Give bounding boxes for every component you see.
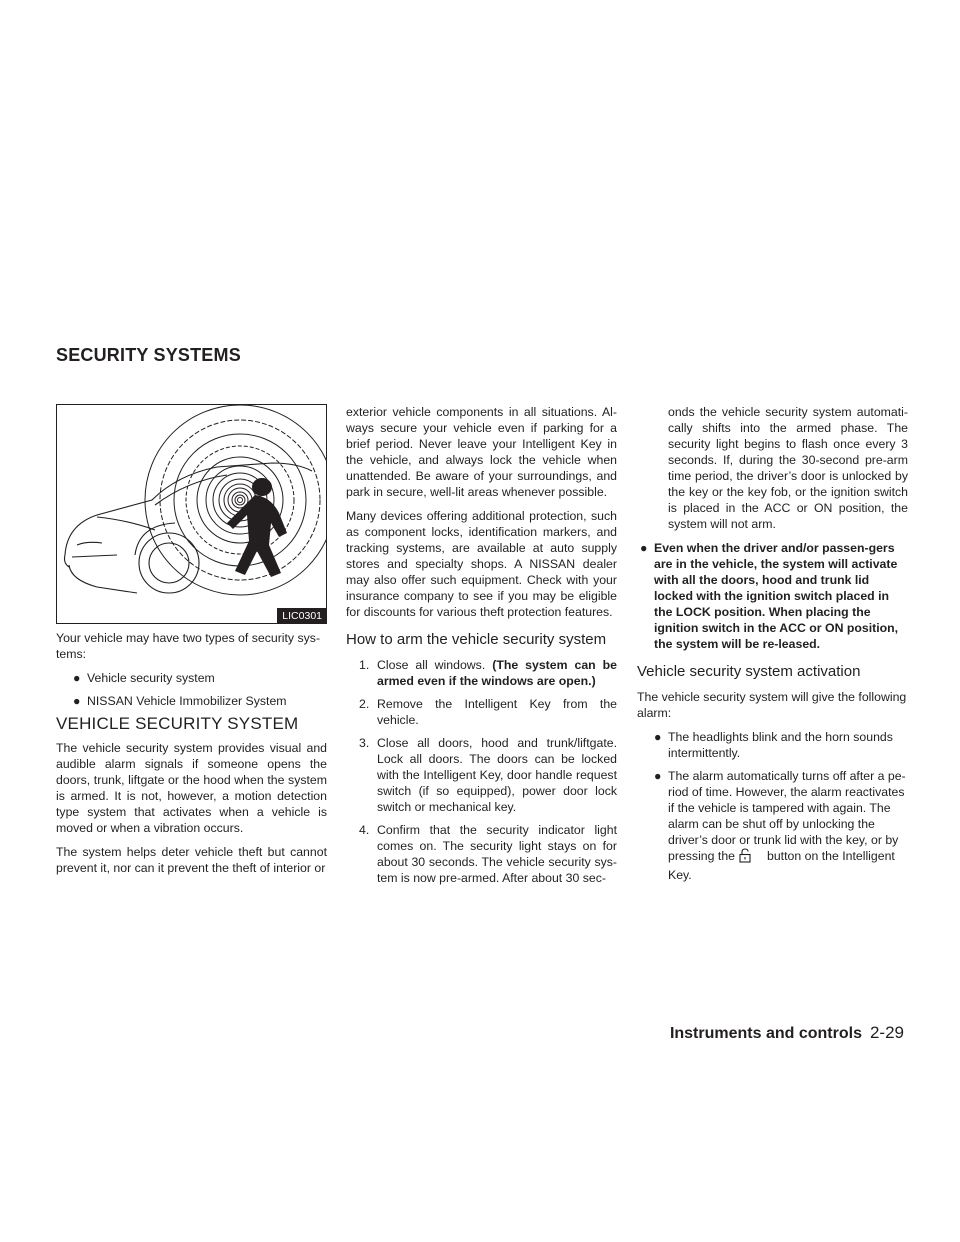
- list-item: ● The headlights blink and the horn sounds intermittently.: [654, 730, 893, 760]
- vehicle-security-heading: VEHICLE SECURITY SYSTEM: [56, 714, 299, 733]
- column-1: [56, 404, 327, 884]
- page-number: 2-29: [869, 1023, 904, 1042]
- arm-system-heading: How to arm the vehicle security system: [346, 631, 607, 648]
- note-list: [637, 540, 908, 652]
- paragraph: exterior vehicle components in all situations. Al-ways secure your vehicle even if parking for a brief period. Never leave your Intelligent Key in the vehicle, and always lock the vehicle when unattended. Be aware of your surroundings, and park in secure, well-lit areas whenever possible.: [346, 405, 617, 499]
- unlock-icon: [739, 848, 751, 867]
- section-title: SECURITY SYSTEMS: [56, 345, 241, 365]
- list-item: ● Even when the driver and/or passen-gers are in the vehicle, the system will activate with all the doors, hood and trunk lid locked with the ignition switch placed in the LOCK position. When placing the ignition switch in the ACC or ON position, the system will be re-leased.: [640, 541, 899, 651]
- paragraph: The vehicle security system provides visual and audible alarm signals if someone opens the doors, trunk, liftgate or the hood when the system is armed. It is not, however, a motion detection type system that activates when a vehicle is moved or when a vibration occurs.: [56, 741, 327, 835]
- car-thief-illustration: [57, 405, 326, 623]
- column-3: [637, 404, 908, 890]
- figure-vehicle-security: [56, 404, 327, 624]
- list-item: ● NISSAN Vehicle Immobilizer System: [73, 694, 287, 708]
- alarm-list: [637, 729, 908, 883]
- page-footer: [670, 1023, 904, 1043]
- column-2: [346, 404, 617, 893]
- activation-heading: Vehicle security system activation: [637, 663, 861, 680]
- paragraph: The vehicle security system will give the following alarm:: [637, 690, 907, 720]
- paragraph: Many devices offering additional protection, such as component locks, identification markers, and tracking systems, are available at auto supply stores and specialty shops. A NISSAN dealer may also offer such equipment. Check with your insurance company to see if you may be eligible for discounts for various theft protection features.: [346, 509, 617, 619]
- paragraph: onds the vehicle security system automati-cally shifts into the armed phase. The security light begins to flash once every 3 seconds. If, during the 30-second pre-arm time period, the driver’s door is unlocked by the key or the key fob, or the ignition switch is placed in the ACC or ON position, the system will not arm.: [668, 405, 908, 531]
- arming-steps-list: [346, 657, 617, 886]
- chapter-title: Instruments and controls: [669, 1025, 862, 1042]
- intro-paragraph: Your vehicle may have two types of security sys-tems:: [56, 631, 321, 661]
- paragraph: The system helps deter vehicle theft but cannot prevent it, nor can it prevent the theft of interior or: [56, 845, 327, 875]
- list-item: 4. Confirm that the security indicator light comes on. The security light stays on for about 30 seconds. The vehicle security sys-tem is now pre-armed. After about 30 sec-: [359, 823, 617, 885]
- list-item: ● Vehicle security system: [73, 671, 215, 685]
- list-item: 2. Remove the Intelligent Key from the vehicle.: [359, 697, 617, 727]
- list-item: 3. Close all doors, hood and trunk/liftgate. Lock all doors. The doors can be locked with the Intelligent Key, door handle request switch (if so equipped), power door lock switch or mechanical key.: [359, 736, 617, 814]
- figure-label: LIC0301: [277, 608, 326, 623]
- list-item: 1. Close all windows. (The system can be armed even if the windows are open.): [359, 658, 617, 688]
- security-types-list: [56, 670, 327, 709]
- list-item: ● The alarm automatically turns off after a pe-riod of time. However, the alarm reactivates if the vehicle is tampered with again. The alarm can be shut off by unlocking the driver’s door or trunk lid with the key, or by pressing the button on the Intelligent Key.: [654, 769, 906, 882]
